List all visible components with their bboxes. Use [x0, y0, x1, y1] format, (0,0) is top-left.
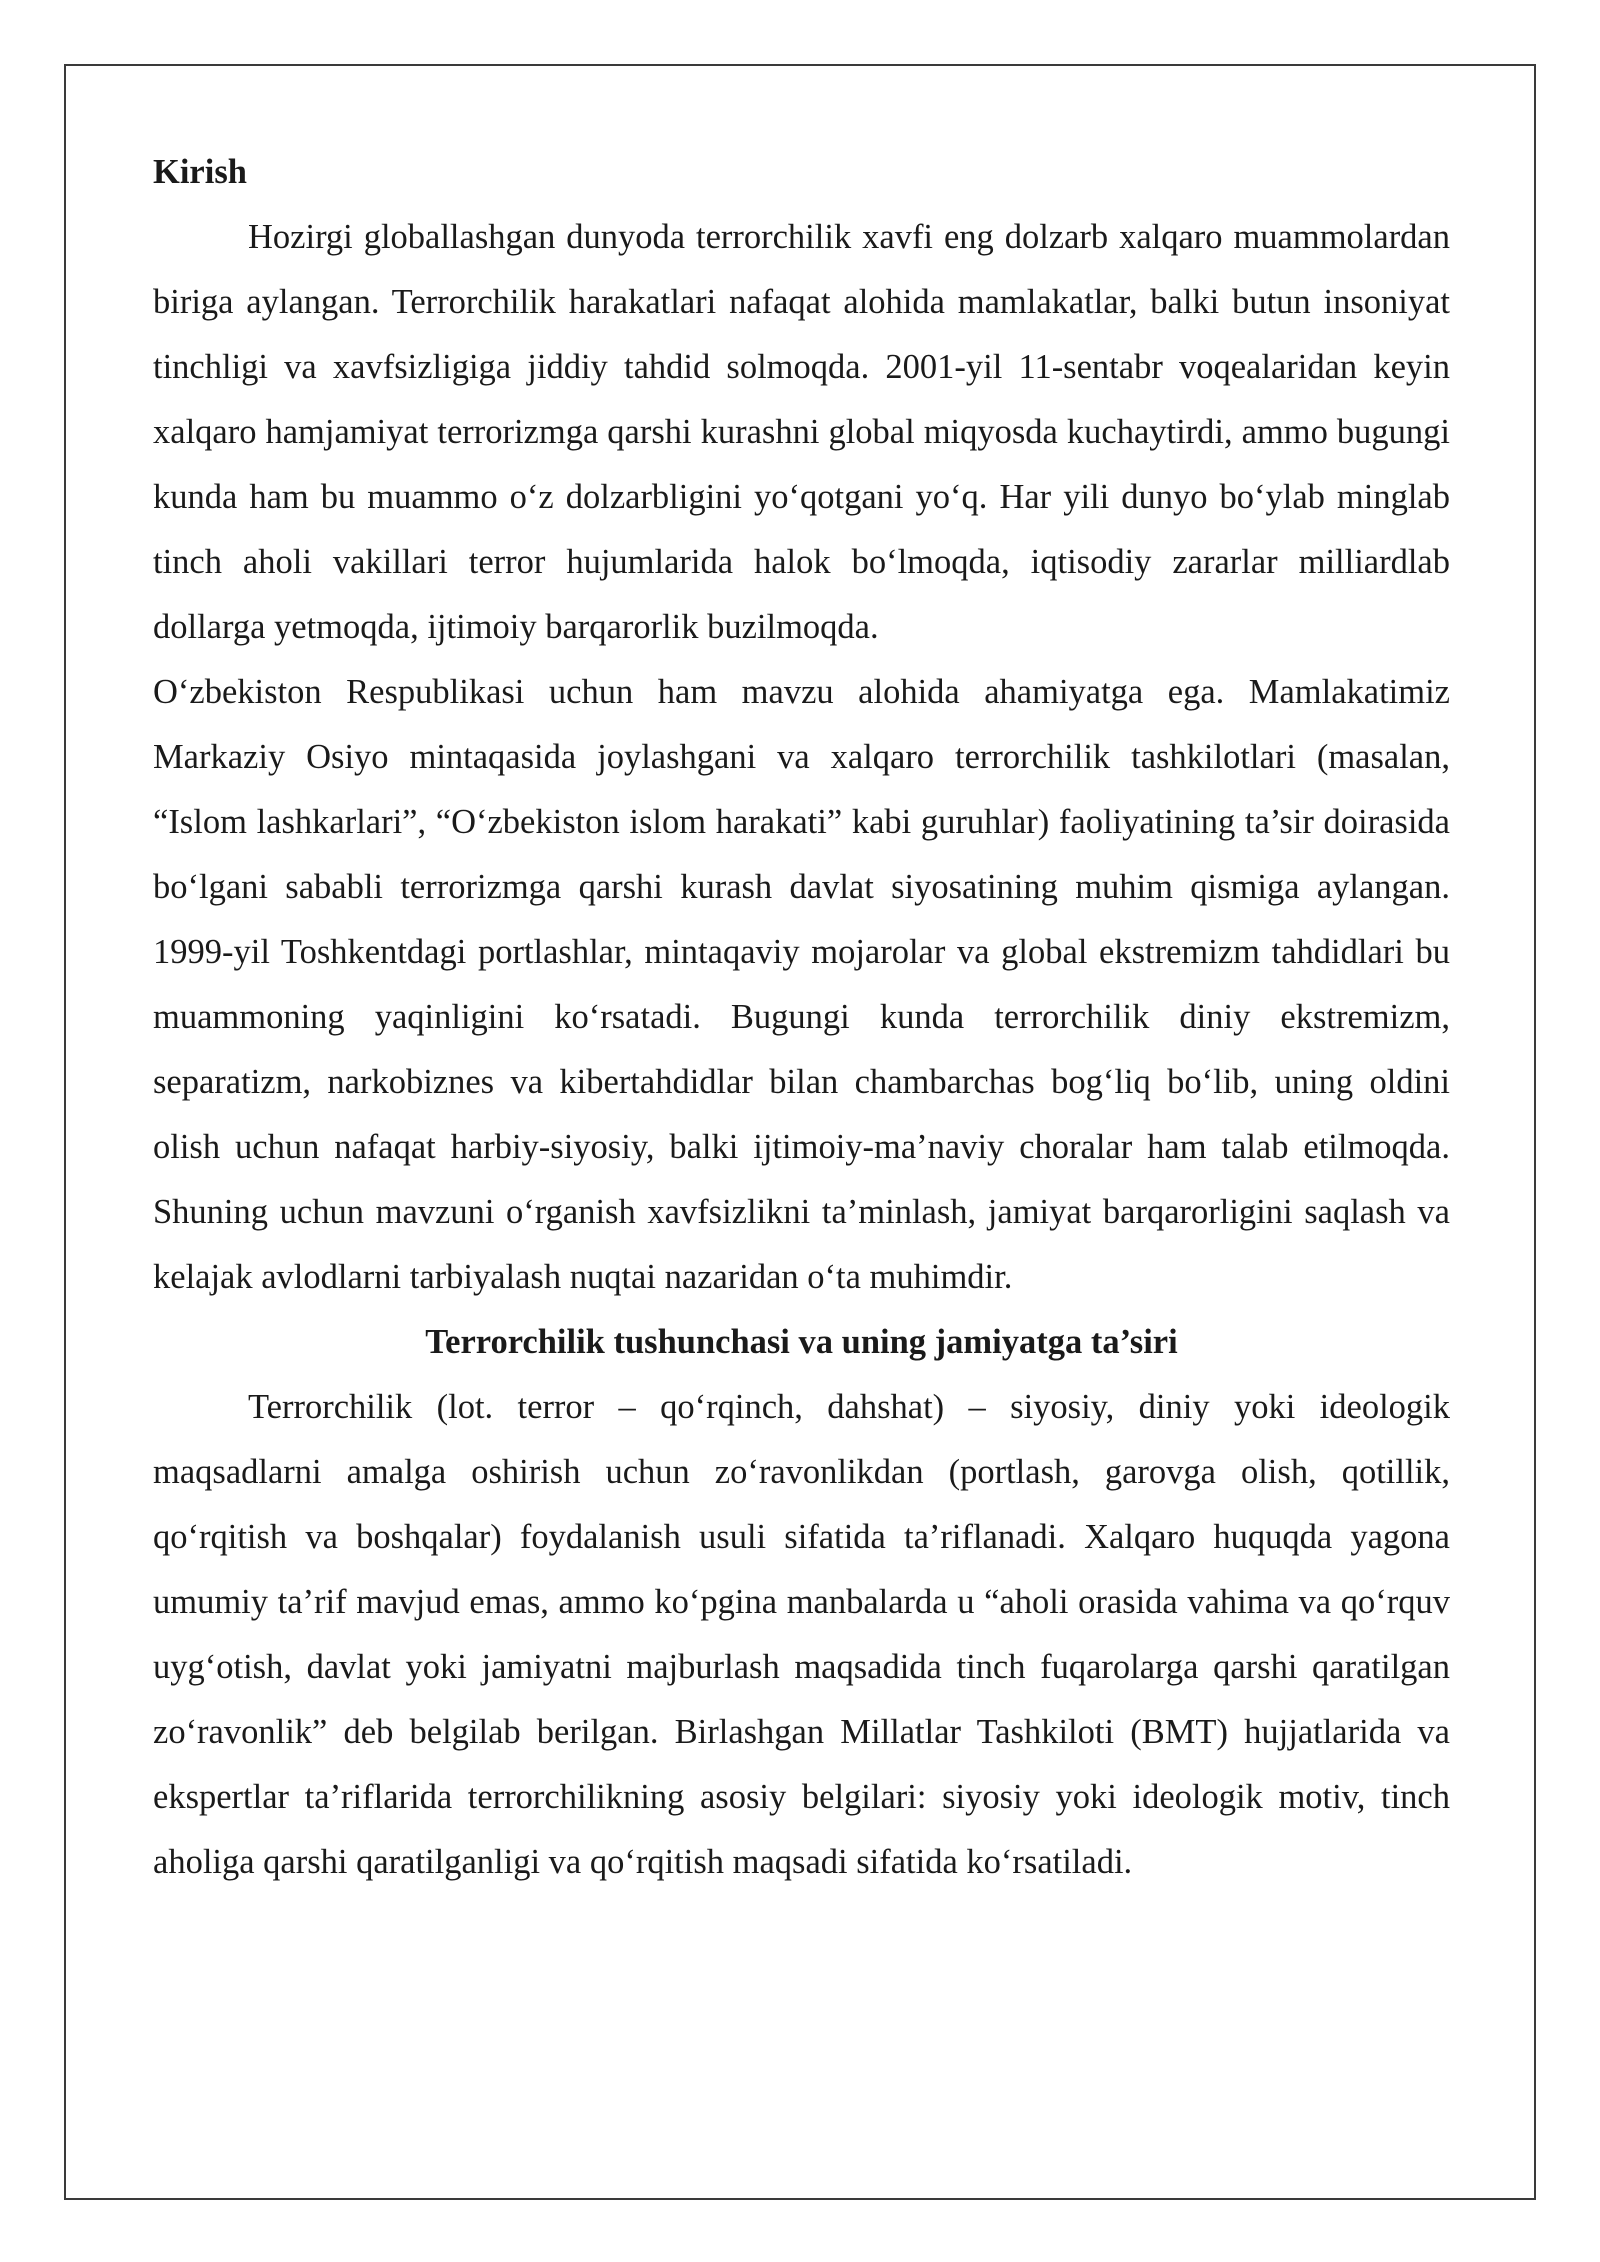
document-body — [153, 140, 1450, 1895]
paragraph-intro-2: O‘zbekiston Respublikasi uchun ham mavzu alohida ahamiyatga ega. Mamlakatimiz Markaziy Osiyo mintaqasida joylashgani va xalqaro terrorchilik tashkilotlari (masalan, “Islom lashkarlari”, “O‘zbekiston islom harakati” kabi guruhlar) faoliyatining ta’sir doirasida bo‘lgani sababli terrorizmga qarshi kurash davlat siyosatining muhim qismiga aylangan. 1999-yil Toshkentdagi portlashlar, mintaqaviy mojarolar va global ekstremizm tahdidlari bu muammoning yaqinligini ko‘rsatadi. Bugungi kunda terrorchilik diniy ekstremizm, separatizm, narkobiznes va kibertahdidlar bilan chambarchas bog‘liq bo‘lib, uning oldini olish uchun nafaqat harbiy-siyosiy, balki ijtimoiy-ma’naviy choralar ham talab etilmoqda. Shuning uchun mavzuni o‘rganish xavfsizlikni ta’minlash, jamiyat barqarorligini saqlash va kelajak avlodlarni tarbiyalash nuqtai nazaridan o‘ta muhimdir. — [153, 673, 1450, 1296]
heading-introduction: Kirish — [153, 153, 247, 191]
heading-section-terrorism-concept: Terrorchilik tushunchasi va uning jamiyatga ta’siri — [425, 1323, 1178, 1361]
paragraph-intro-1: Hozirgi globallashgan dunyoda terrorchilik xavfi eng dolzarb xalqaro muammolardan biriga aylangan. Terrorchilik harakatlari nafaqat alohida mamlakatlar, balki butun insoniyat tinchligi va xavfsizligiga jiddiy tahdid solmoqda. 2001-yil 11-sentabr voqealaridan keyin xalqaro hamjamiyat terrorizmga qarshi kurashni global miqyosda kuchaytirdi, ammo bugungi kunda ham bu muammo o‘z dolzarbligini yo‘qotgani yo‘q. Har yili dunyo bo‘ylab minglab tinch aholi vakillari terror hujumlarida halok bo‘lmoqda, iqtisodiy zararlar milliardlab dollarga yetmoqda, ijtimoiy barqarorlik buzilmoqda. — [153, 218, 1450, 646]
paragraph-definition: Terrorchilik (lot. terror – qo‘rqinch, dahshat) – siyosiy, diniy yoki ideologik maqsadlarni amalga oshirish uchun zo‘ravonlikdan (portlash, garovga olish, qotillik, qo‘rqitish va boshqalar) foydalanish usuli sifatida ta’riflanadi. Xalqaro huquqda yagona umumiy ta’rif mavjud emas, ammo ko‘pgina manbalarda u “aholi orasida vahima va qo‘rquv uyg‘otish, davlat yoki jamiyatni majburlash maqsadida tinch fuqarolarga qarshi qaratilgan zo‘ravonlik” deb belgilab berilgan. Birlashgan Millatlar Tashkiloti (BMT) hujjatlarida va ekspertlar ta’riflarida terrorchilikning asosiy belgilari: siyosiy yoki ideologik motiv, tinch aholiga qarshi qaratilganligi va qo‘rqitish maqsadi sifatida ko‘rsatiladi. — [153, 1388, 1450, 1881]
